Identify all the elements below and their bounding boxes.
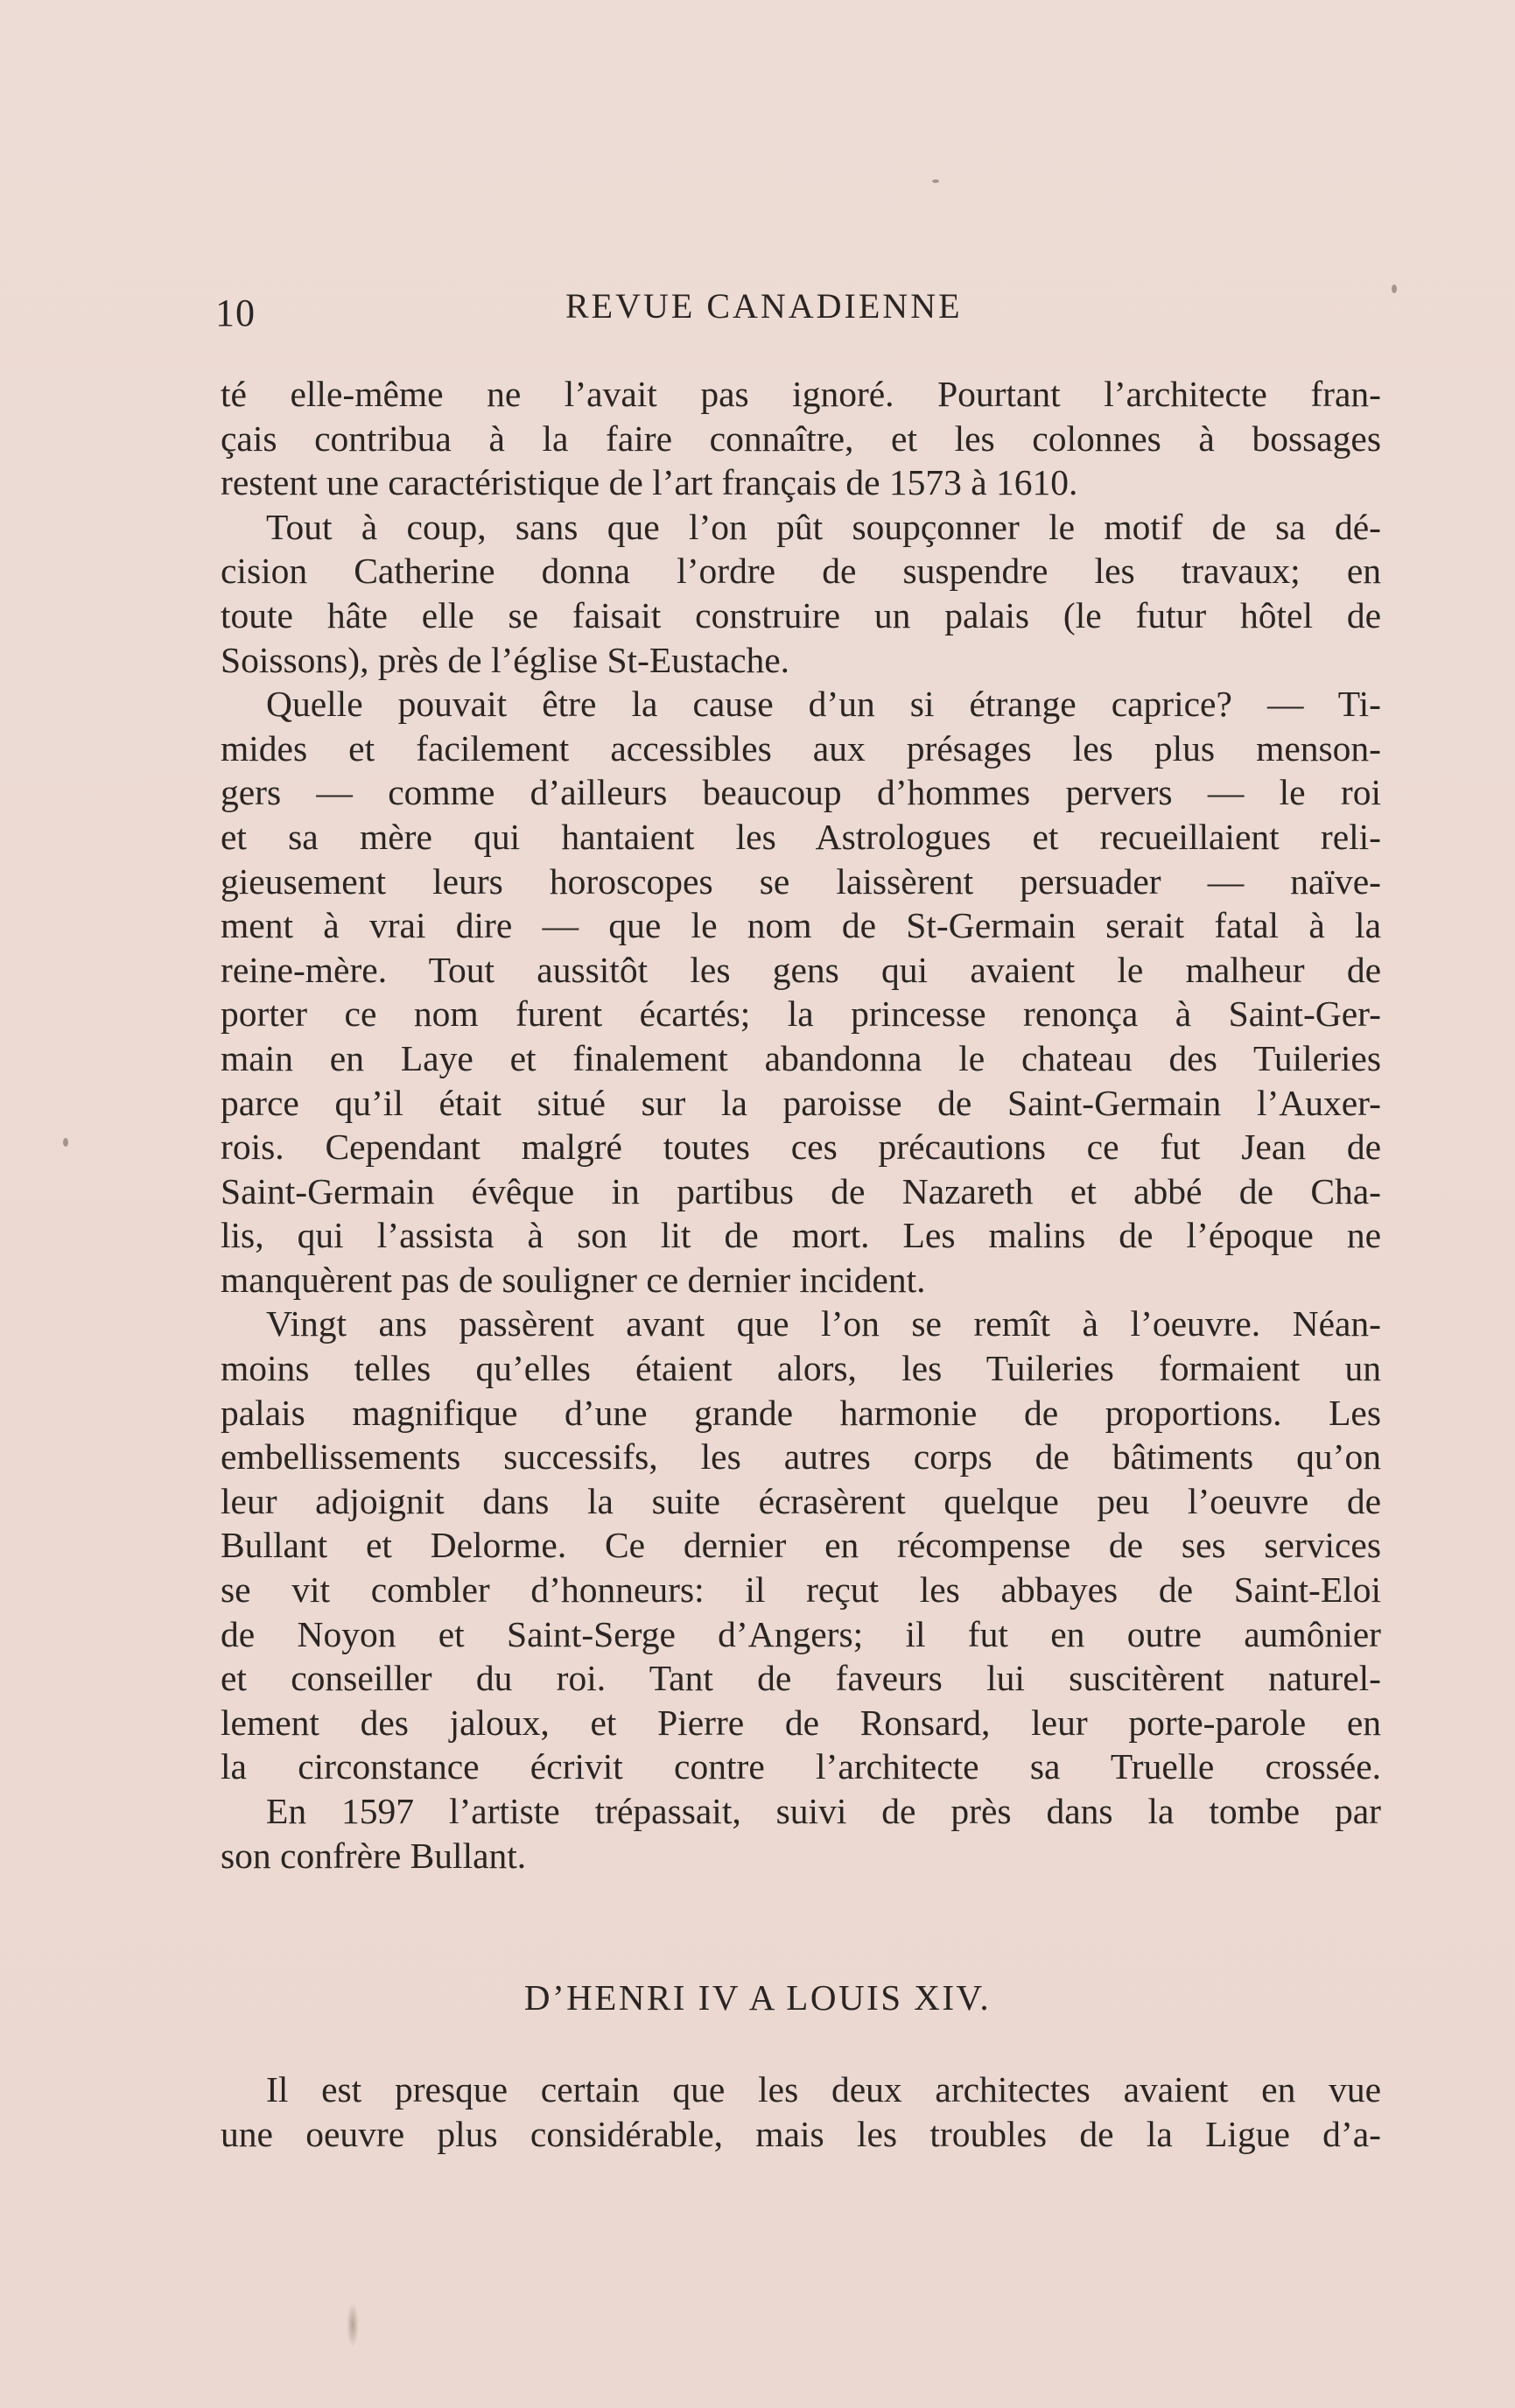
text-line: té elle-même ne l’avait pas ignoré. Pourtant l’architecte fran- <box>221 374 1381 414</box>
text-line: embellissements successifs, les autres corps de bâtiments qu’on <box>221 1436 1381 1478</box>
text-line: porter ce nom furent écartés; la princesse renonça à Saint-Ger- <box>221 993 1381 1035</box>
paper-speck <box>1392 284 1397 293</box>
paper-speck <box>932 179 939 183</box>
text-line: palais magnifique d’une grande harmonie de proportions. Les <box>221 1392 1381 1433</box>
text-line: se vit combler d’honneurs: il reçut les abbayes de Saint-Eloi <box>221 1569 1381 1611</box>
text-line: lement des jaloux, et Pierre de Ronsard, leur porte-parole en <box>221 1702 1381 1743</box>
text-line: Tout à coup, sans que l’on pût soupçonner le motif de sa dé- <box>266 506 1381 547</box>
section-body <box>221 2068 1381 2156</box>
text-line: main en Laye et finalement abandonna le chateau des Tuileries <box>221 1037 1381 1078</box>
text-line: moins telles qu’elles étaient alors, les Tuileries formaient un <box>221 1348 1381 1389</box>
text-line: rois. Cependant malgré toutes ces précautions ce fut Jean de <box>221 1127 1381 1168</box>
text-line: restent une caractéristique de l’art français de 1573 à 1610. <box>221 462 1078 503</box>
text-line: çais contribua à la faire connaître, et les colonnes à bossages <box>221 418 1381 459</box>
paper-speck <box>63 1138 68 1147</box>
text-line: et conseiller du roi. Tant de faveurs lui suscitèrent naturel- <box>221 1658 1381 1699</box>
paper-smudge <box>347 2302 359 2348</box>
text-line: et sa mère qui hantaient les Astrologues et recueillaient reli- <box>221 816 1381 857</box>
article-body <box>221 372 1381 1878</box>
text-line: son confrère Bullant. <box>221 1835 527 1876</box>
text-line: leur adjoignit dans la suite écrasèrent quelque peu l’oeuvre de <box>221 1480 1381 1521</box>
text-line: gieusement leurs horoscopes se laissèrent persuader — naïve- <box>221 860 1381 902</box>
text-line: une oeuvre plus considérable, mais les troubles de la Ligue d’a- <box>221 2113 1381 2154</box>
text-line: Il est presque certain que les deux architectes avaient en vue <box>266 2069 1381 2110</box>
text-line: la circonstance écrivit contre l’architecte sa Truelle crossée. <box>221 1746 1381 1787</box>
text-line: lis, qui l’assista à son lit de mort. Les malins de l’époque ne <box>221 1215 1381 1256</box>
text-line: En 1597 l’artiste trépassait, suivi de près dans la tombe par <box>266 1791 1381 1831</box>
text-line: Saint-Germain évêque in partibus de Nazareth et abbé de Cha- <box>221 1170 1381 1211</box>
text-line: mides et facilement accessibles aux présages les plus menson- <box>221 727 1381 769</box>
text-line: Bullant et Delorme. Ce dernier en récompense de ses services <box>221 1525 1381 1566</box>
text-line: gers — comme d’ailleurs beaucoup d’hommes pervers — le roi <box>221 772 1381 813</box>
section-heading: D’HENRI IV A LOUIS XIV. <box>523 1977 992 2018</box>
page-number: 10 <box>215 291 256 334</box>
text-line: toute hâte elle se faisait construire un palais (le futur hôtel de <box>221 594 1381 635</box>
running-title: REVUE CANADIENNE <box>565 286 963 326</box>
text-line: cision Catherine donna l’ordre de suspendre les travaux; en <box>221 551 1381 592</box>
text-line: Vingt ans passèrent avant que l’on se remît à l’oeuvre. Néan- <box>266 1303 1381 1344</box>
text-line: de Noyon et Saint-Serge d’Angers; il fut en outre aumônier <box>221 1613 1381 1654</box>
text-line: Soissons), près de l’église St-Eustache. <box>221 639 790 680</box>
text-line: manquèrent pas de souligner ce dernier incident. <box>221 1259 926 1300</box>
text-line: parce qu’il était situé sur la paroisse de Saint-Germain l’Auxer- <box>221 1082 1381 1123</box>
page-header <box>215 278 1371 334</box>
text-line: reine-mère. Tout aussitôt les gens qui avaient le malheur de <box>221 949 1381 990</box>
text-line: ment à vrai dire — que le nom de St-Germain serait fatal à la <box>221 905 1381 946</box>
text-line: Quelle pouvait être la cause d’un si étrange caprice? — Ti- <box>266 684 1381 725</box>
